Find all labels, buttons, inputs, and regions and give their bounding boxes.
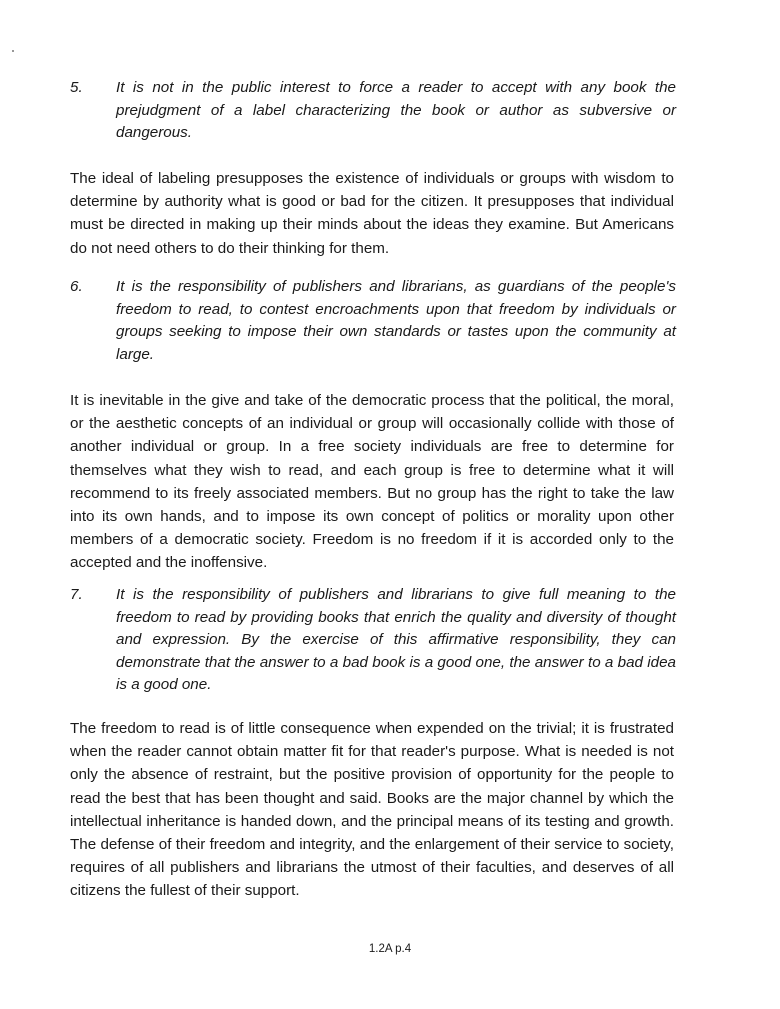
body-paragraph: It is inevitable in the give and take of the democratic process that the political, the moral, or the aesthetic concepts of an individual or group will occasionally collide with those of another individual or group. In a free society individuals are free to determine for themselves what they wish to read, and each group is free to determine what it will recommend to its freely associated members. But no group has the right to take the law into its own hands, and to impose its own concept of politics or morality upon other members of a democratic society. Freedom is no freedom if it is accorded only to the accepted and the inoffensive. xyxy=(70,392,674,572)
principle-text: It is the responsibility of publishers and librarians, as guardians of the people's freedom to read, to contest encroachments upon that freedom by individuals or groups seeking to impose their own standards or tastes upon the community at large. xyxy=(116,278,676,363)
principle-7 xyxy=(70,584,676,697)
principle-5 xyxy=(70,77,676,145)
body-paragraph: The freedom to read is of little consequence when expended on the trivial; it is frustrated when the reader cannot obtain matter fit for that reader's purpose. What is needed is not only the absence of restraint, but the positive provision of opportunity for the people to read the best that has been thought and said. Books are the major channel by which the intellectual inheritance is handed down, and the principal means of its testing and growth. The defense of their freedom and integrity, and the enlargement of their service to society, requires of all publishers and librarians the utmost of their faculties, and deserves of all citizens the fullest of their support. xyxy=(70,720,674,900)
principle-text: It is not in the public interest to force a reader to accept with any book the prejudgment of a label characterizing the book or author as subversive or dangerous. xyxy=(116,79,676,141)
scan-speck xyxy=(12,50,14,52)
principle-6 xyxy=(70,276,676,366)
principle-number: 5. xyxy=(70,79,83,96)
body-paragraph: The ideal of labeling presupposes the existence of individuals or groups with wisdom to determine by authority what is good or bad for the citizen. It presupposes that individual must be directed in making up their minds about the ideas they examine. But Americans do not need others to do their thinking for them. xyxy=(70,170,674,257)
principle-number: 7. xyxy=(70,586,83,603)
page-footer: 1.2A p.4 xyxy=(368,943,412,955)
principle-number: 6. xyxy=(70,278,83,295)
principle-text: It is the responsibility of publishers and librarians to give full meaning to the freedom to read by providing books that enrich the quality and diversity of thought and expression. By the exercise of this affirmative responsibility, they can demonstrate that the answer to a bad book is a good one, the answer to a bad idea is a good one. xyxy=(116,586,676,693)
